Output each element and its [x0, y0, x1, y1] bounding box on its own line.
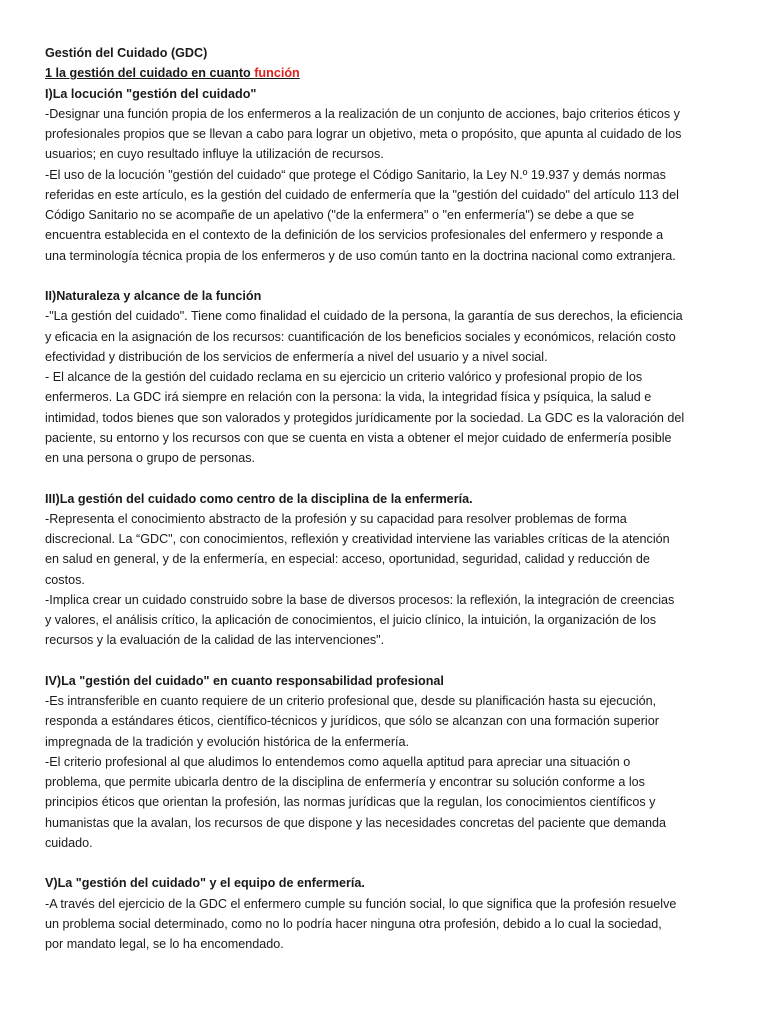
paragraph-line: y valores, el análisis crítico, la aplicación de conocimientos, el juicio clínico, la intuición, la organización de los	[45, 613, 657, 627]
paragraph-line: por mandato legal, se lo ha encomendado.	[45, 937, 284, 951]
paragraph-line: paciente, su entorno y los recursos con que se cuenta en vista a obtener el mejor cuidado de enfermería posible	[45, 430, 672, 445]
paragraph-line: cuidado.	[45, 835, 93, 850]
paragraph-line: costos.	[45, 572, 85, 587]
paragraph-line: efectividad y distribución de los servicios de enfermería a nivel del usuario y a nivel social.	[45, 349, 548, 364]
paragraph-line: problema, que permite ubicarla dentro de la disciplina de enfermería y encontrar su solución conforme a los	[45, 775, 645, 789]
section-gap	[45, 266, 738, 286]
section-gap	[45, 651, 738, 671]
paragraph-line: - El alcance de la gestión del cuidado reclama en su ejercicio un criterio valórico y profesional propio de los	[45, 370, 643, 384]
document-sections	[45, 84, 738, 955]
paragraph-line: profesionales propios que se llevan a cabo para lograr un objetivo, meta o propósito, que apunta al cuidado de los	[45, 127, 682, 141]
section-gap	[45, 468, 738, 488]
document-subtitle	[45, 63, 738, 83]
section-4	[45, 671, 738, 853]
paragraph-line: una terminología técnica propia de los enfermeros y de uso común tanto en la doctrina nacional como extranjera.	[45, 248, 676, 263]
paragraph-line: usuarios; en cuyo resultado influye la utilización de recursos.	[45, 147, 384, 162]
section-heading: III)La gestión del cuidado como centro de la disciplina de la enfermería.	[45, 491, 473, 506]
paragraph-line: Código Sanitario no se acompañe de un apelativo ("de la enfermera" o "en enfermería") se debe a que se	[45, 208, 635, 222]
section-heading: I)La locución "gestión del cuidado"	[45, 86, 257, 101]
paragraph-line: intimidad, todos bienes que son valorados y protegidos jurídicamente por la sociedad. La GDC es la valoración del	[45, 410, 685, 425]
document-title: Gestión del Cuidado (GDC)	[45, 46, 208, 60]
section-1	[45, 84, 738, 266]
section-heading: IV)La "gestión del cuidado" en cuanto responsabilidad profesional	[45, 673, 444, 688]
paragraph-line: y eficacia en la asignación de los recursos: cuantificación de los beneficios sociales y económicos, relación costo	[45, 329, 676, 344]
paragraph-line: impregnada de la tradición y evolución histórica de la enfermería.	[45, 734, 410, 749]
paragraph-line: -El uso de la locución "gestión del cuidado“ que protege el Código Sanitario, la Ley N.º 19.937 y demás normas	[45, 167, 666, 182]
section-gap	[45, 853, 738, 873]
paragraph-line: -Designar una función propia de los enfermeros a la realización de un conjunto de acciones, bajo criterios éticos y	[45, 106, 680, 121]
paragraph-line: -Es intransferible en cuanto requiere de un criterio profesional que, desde su planificación hasta su ejecución,	[45, 694, 657, 708]
paragraph-line: discrecional. La “GDC", con conocimientos, reflexión y creatividad interviene las variables críticas de la atención	[45, 532, 670, 546]
section-5	[45, 873, 738, 954]
section-heading: V)La "gestión del cuidado" y el equipo de enfermería.	[45, 876, 365, 891]
paragraph-line: en salud en general, y de la enfermería, en especial: acceso, oportunidad, seguridad, calidad y reducción de	[45, 552, 650, 567]
paragraph-line: -Representa el conocimiento abstracto de la profesión y su capacidad para resolver problemas de forma	[45, 511, 627, 526]
paragraph-line: encuentra establecida en el contexto de la definición de los servicios profesionales del enfermero y responde a	[45, 228, 664, 243]
section-3	[45, 489, 738, 651]
paragraph-line: humanistas que la avalan, los recursos de que dispone y las necesidades concretas del paciente que demanda	[45, 815, 666, 830]
subtitle-highlight: función	[254, 66, 300, 81]
paragraph-line: en una persona o grupo de personas.	[45, 451, 256, 465]
paragraph-line: -Implica crear un cuidado construido sobre la base de diversos procesos: la reflexión, la integración de creencias	[45, 592, 675, 607]
section-heading: II)Naturaleza y alcance de la función	[45, 289, 262, 303]
subtitle-text: 1 la gestión del cuidado en cuanto	[45, 66, 255, 81]
paragraph-line: referidas en este artículo, es la gestión del cuidado de enfermería que la "gestión del cuidado" del artículo 113 del	[45, 187, 679, 202]
paragraph-line: -A través del ejercicio de la GDC el enfermero cumple su función social, lo que significa que la profesión resuelve	[45, 896, 677, 911]
paragraph-line: responda a estándares éticos, científico-técnicos y jurídicos, que sólo se alcanzan con una formación superior	[45, 714, 659, 729]
paragraph-line: -"La gestión del cuidado". Tiene como finalidad el cuidado de la persona, la garantía de sus derechos, la eficiencia	[45, 309, 683, 324]
paragraph-line: recursos y la evaluación de la calidad de las intervenciones".	[45, 633, 385, 648]
paragraph-line: un problema social determinado, como no lo podría hacer ninguna otra profesión, debido a lo cual la sociedad,	[45, 916, 662, 931]
section-2	[45, 286, 738, 468]
paragraph-line: -El criterio profesional al que aludimos lo entendemos como aquella aptitud para apreciar una situación o	[45, 754, 631, 769]
paragraph-line: principios éticos que orientan la profesión, las normas jurídicas que la regulan, los conocimientos científicos y	[45, 795, 656, 810]
paragraph-line: enfermeros. La GDC irá siempre en relación con la persona: la vida, la integridad física y psíquica, la salud e	[45, 390, 652, 405]
